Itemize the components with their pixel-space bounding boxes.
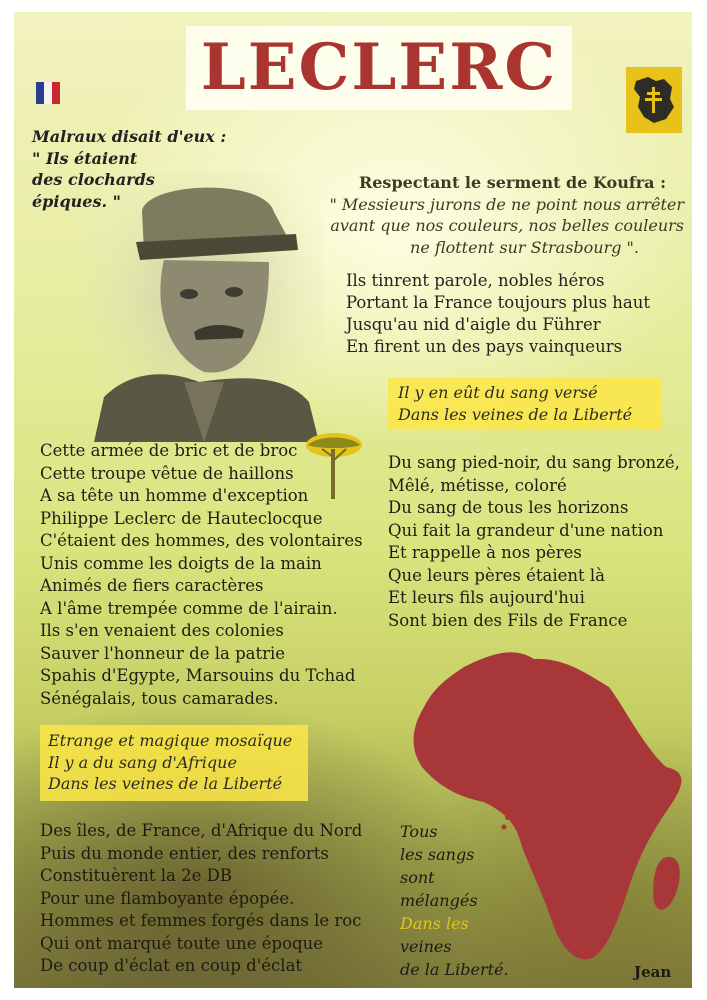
malraux-quote bbox=[32, 126, 232, 212]
refrain-africa bbox=[48, 730, 348, 795]
verse-line: Philippe Leclerc de Hauteclocque bbox=[40, 508, 323, 528]
closing-line: Dans les bbox=[400, 914, 469, 933]
quote-line: " Ils étaient bbox=[32, 148, 138, 168]
verse-line: Constituèrent la 2e DB bbox=[40, 866, 232, 885]
verse-line: Cette armée de bric et de broc bbox=[40, 441, 298, 460]
oath-line: " Messieurs jurons de ne point nous arrêter bbox=[329, 194, 684, 214]
verse-line: Spahis d'Egypte, Marsouins du Tchad bbox=[40, 666, 356, 685]
verse-line: Sont bien des Fils de France bbox=[388, 610, 628, 630]
oath-intro: Respectant le serment de Koufra : bbox=[358, 173, 666, 192]
oath-line: ne flottent sur Strasbourg ". bbox=[410, 237, 639, 257]
quote-line: des clochards bbox=[32, 170, 155, 189]
verse-line: Des îles, de France, d'Afrique du Nord bbox=[40, 821, 363, 840]
verse-line: De coup d'éclat en coup d'éclat bbox=[40, 956, 303, 975]
refrain-line: Dans les veines de la Liberté bbox=[398, 404, 633, 424]
poem-poster bbox=[14, 12, 692, 988]
verse-line: Hommes et femmes forgés dans le roc bbox=[40, 911, 362, 930]
verse-line: Portant la France toujours plus haut bbox=[346, 293, 651, 312]
closing-line: les sangs bbox=[400, 845, 475, 864]
koufra-oath bbox=[314, 172, 684, 258]
refrain-line: Il y a du sang d'Afrique bbox=[48, 752, 237, 772]
verse-line: Sénégalais, tous camarades. bbox=[40, 688, 279, 708]
oath-line: avant que nos couleurs, nos belles couleurs bbox=[330, 216, 684, 235]
verse-line: Unis comme les doigts de la main bbox=[40, 553, 322, 573]
author-signature: Jean bbox=[634, 963, 672, 981]
verse-line: Et rappelle à nos pères bbox=[388, 543, 582, 562]
closing-verse bbox=[400, 820, 540, 981]
verse-line: Cette troupe vêtue de haillons bbox=[40, 463, 294, 483]
verse-line: A l'âme trempée comme de l'airain. bbox=[40, 598, 338, 618]
closing-line: Tous bbox=[400, 822, 438, 841]
closing-line: de la Liberté. bbox=[400, 960, 509, 979]
verse-line: Puis du monde entier, des renforts bbox=[40, 843, 329, 863]
closing-line: veines bbox=[400, 937, 452, 956]
stanza-2db bbox=[40, 820, 390, 978]
refrain-blood bbox=[398, 382, 678, 425]
verse-line: Ils tinrent parole, nobles héros bbox=[346, 271, 605, 290]
verse-line: Du sang pied-noir, du sang bronzé, bbox=[388, 453, 680, 472]
verse-line: Ils s'en venaient des colonies bbox=[40, 621, 284, 640]
general-portrait bbox=[84, 172, 324, 442]
quote-line: épiques. " bbox=[32, 191, 121, 211]
verse-line: Que leurs pères étaient là bbox=[388, 565, 606, 585]
verse-line: En firent un des pays vainqueurs bbox=[346, 337, 623, 356]
poster-title: LECLERC bbox=[200, 30, 558, 105]
verse-line: Pour une flamboyante épopée. bbox=[40, 888, 295, 908]
verse-line: Et leurs fils aujourd'hui bbox=[388, 588, 585, 607]
stanza-blood bbox=[388, 452, 688, 632]
verse-line: Qui fait la grandeur d'une nation bbox=[388, 520, 664, 540]
cross-of-lorraine-crest-icon bbox=[626, 67, 682, 133]
refrain-line: Dans les veines de la Liberté bbox=[48, 774, 283, 793]
verse-line: Sauver l'honneur de la patrie bbox=[40, 643, 286, 663]
verse-line: Mêlé, métisse, coloré bbox=[388, 475, 567, 495]
verse-line: Du sang de tous les horizons bbox=[388, 498, 629, 517]
quote-line: Malraux disait d'eux : bbox=[32, 127, 227, 146]
closing-line: sont bbox=[400, 868, 435, 887]
refrain-line: Etrange et magique mosaïque bbox=[48, 731, 293, 750]
verse-line: C'étaient des hommes, des volontaires bbox=[40, 531, 363, 550]
stanza-army bbox=[40, 440, 380, 710]
stanza-heroes bbox=[346, 270, 686, 358]
verse-line: Animés de fiers caractères bbox=[40, 576, 264, 595]
closing-line: mélangés bbox=[400, 891, 478, 910]
french-flag-icon bbox=[36, 82, 60, 104]
verse-line: A sa tête un homme d'exception bbox=[40, 486, 309, 505]
refrain-line: Il y en eût du sang versé bbox=[398, 383, 598, 402]
verse-line: Jusqu'au nid d'aigle du Führer bbox=[346, 315, 601, 334]
verse-line: Qui ont marqué toute une époque bbox=[40, 933, 323, 953]
